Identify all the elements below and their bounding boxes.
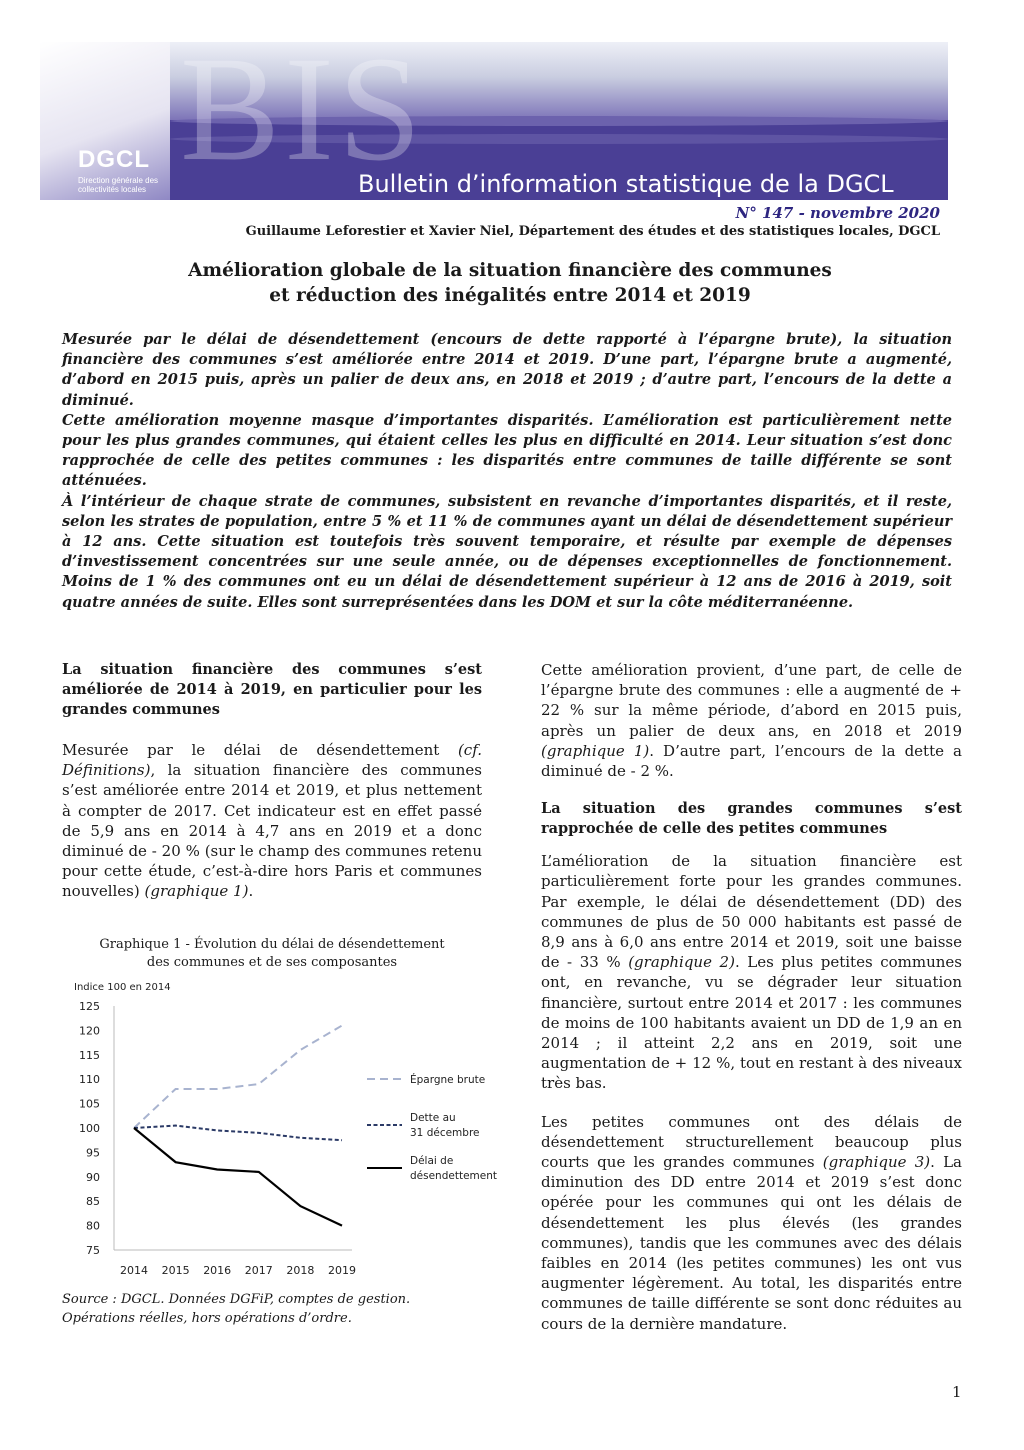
y-tick-label: 120 xyxy=(79,1024,100,1038)
legend-label: Épargne brute xyxy=(410,1074,486,1086)
cross-reference: (cf. Définitions) xyxy=(62,741,482,780)
cross-reference: (graphique 1) xyxy=(144,882,249,901)
y-tick-label: 125 xyxy=(79,1000,100,1013)
section-heading: La situation financière des communes s’est améliorée de 2014 à 2019, en particulier pour les grandes communes xyxy=(62,661,482,718)
abstract xyxy=(62,330,952,613)
body-paragraph xyxy=(62,740,482,902)
y-axis-label: Indice 100 en 2014 xyxy=(74,982,171,993)
header-banner xyxy=(40,42,948,200)
line-chart xyxy=(62,978,512,1288)
cross-reference: (graphique 3) xyxy=(822,1153,931,1172)
text-run: , la situation financière des communes s’est améliorée entre 2014 et 2019, et plus nettement à compter de 2017. Cet indicateur est en effet passé de 5,9 ans en 2014 à 4,7 ans en 2019 et a donc diminué de - 20 % (sur le champ des communes retenu pour cette étude, c’est-à-dire hors Paris et communes nouvelles) xyxy=(62,761,482,901)
text-run: . Les plus petites communes ont, en revanche, vu se dégrader leur situation financière, surtout entre 2014 et 2017 : les communes de moins de 100 habitants avaient un DD de 1,9 an en 2014 ; il atteint 2,2 ans en 2019, soit une augmentation de + 12 %, tout en restant à des niveaux très bas. xyxy=(541,953,962,1093)
x-tick-label: 2017 xyxy=(244,1264,273,1277)
body-paragraph xyxy=(541,1112,962,1334)
section-heading: La situation des grandes communes s’est rapprochée de celle des petites communes xyxy=(541,800,962,838)
x-tick-label: 2019 xyxy=(328,1264,356,1277)
chart-title-line: des communes et de ses composantes xyxy=(146,955,398,970)
series-line xyxy=(134,1128,342,1226)
legend-label: Délai de désendettement xyxy=(410,1155,497,1182)
y-tick-label: 95 xyxy=(86,1146,100,1160)
body-paragraph xyxy=(541,851,962,1093)
bulletin-title: Bulletin d’information statistique de la DGCL xyxy=(358,170,894,198)
y-tick-label: 75 xyxy=(86,1244,100,1257)
abstract-paragraph: À l’intérieur de chaque strate de communes, subsistent en revanche d’importantes disparités, et il reste, selon les strates de population, entre 5 % et 11 % de communes ayant un délai de désendettement supérieur à 12 ans. Cette situation est toutefois très souvent temporaire, et résulte par exemple de dépenses d’investissement concentrées sur une seule année, ou de dépenses exceptionnelles de fonctionnement. Moins de 1 % des communes ont eu un délai de désendettement supérieur à 12 ans de 2016 à 2019, soit quatre années de suite. Elles sont surreprésentées dans les DOM et sur la côte méditerranéenne. xyxy=(62,492,952,611)
x-tick-label: 2014 xyxy=(120,1264,148,1277)
authors-line: Guillaume Leforestier et Xavier Niel, Département des études et des statistiques locales, DGCL xyxy=(245,224,940,239)
agency-full-name: Direction générale des collectivités locales xyxy=(78,176,159,194)
title-line-2: et réduction des inégalités entre 2014 et 2019 xyxy=(269,285,751,306)
abstract-paragraph: Mesurée par le délai de désendettement (encours de dette rapporté à l’épargne brute), la situation financière des communes s’est améliorée entre 2014 et 2019. D’une part, l’épargne brute a augmenté, d’abord en 2015 puis, après un palier de deux ans, en 2018 et 2019 ; d’autre part, l’encours de la dette a diminué. xyxy=(62,331,952,409)
page-title xyxy=(60,258,960,308)
source-note: Source : DGCL. Données DGFiP, comptes de gestion. Opérations réelles, hors opérations d’ordre. xyxy=(62,1292,411,1326)
text-run: . xyxy=(248,882,254,901)
legend-label: Dette au 31 décembre xyxy=(410,1112,480,1139)
x-tick-label: 2018 xyxy=(286,1264,315,1277)
text-run: . La diminution des DD entre 2014 et 2019 s’est donc opérée pour les communes qui ont les délais de désendettement les plus élevés (les grandes communes), tandis que les communes avec des délais faibles en 2014 (les petites communes) les ont vus augmenter légèrement. Au total, les disparités entre communes de taille différente se sont donc réduites au cours de la dernière mandature. xyxy=(541,1153,963,1333)
issue-number: N° 147 - novembre 2020 xyxy=(735,204,940,222)
y-tick-label: 80 xyxy=(86,1219,100,1233)
cross-reference: (graphique 2) xyxy=(628,953,735,972)
left-column xyxy=(62,660,482,902)
cross-reference: (graphique 1) xyxy=(541,741,650,760)
series-line xyxy=(134,1126,342,1141)
x-tick-label: 2015 xyxy=(161,1264,190,1277)
x-tick-label: 2016 xyxy=(203,1264,232,1277)
y-tick-label: 85 xyxy=(86,1195,100,1209)
text-run: Cette amélioration provient, d’une part, de celle de l’épargne brute des communes : elle a augmenté de + 22 % sur la même période, d’abord en 2015 puis, après un palier de deux ans, en 2018 et 2019 xyxy=(541,661,962,740)
right-column xyxy=(541,660,962,1334)
y-tick-label: 115 xyxy=(79,1048,100,1062)
bis-logo: BIS xyxy=(180,42,426,192)
y-tick-label: 100 xyxy=(79,1122,100,1135)
series-line xyxy=(134,1026,342,1128)
chart-title xyxy=(62,936,482,972)
y-tick-label: 110 xyxy=(79,1073,100,1087)
y-tick-label: 105 xyxy=(79,1097,100,1111)
chart-series xyxy=(134,1026,342,1226)
body-paragraph xyxy=(541,660,962,781)
page-number: 1 xyxy=(952,1383,962,1401)
agency-logo: DGCL xyxy=(78,146,150,173)
text-run: Les petites communes ont des délais de désendettement structurellement beaucoup plus courts que les grandes communes xyxy=(541,1112,962,1172)
y-tick-label: 90 xyxy=(86,1170,100,1184)
title-line-1: Amélioration globale de la situation financière des communes xyxy=(188,260,832,281)
chart-legend xyxy=(367,1073,497,1182)
text-run: Mesurée par le délai de désendettement xyxy=(62,741,458,759)
chart-title-line: Graphique 1 - Évolution du délai de désendettement xyxy=(99,937,445,952)
abstract-paragraph: Cette amélioration moyenne masque d’importantes disparités. L’amélioration est particulièrement nette pour les plus grandes communes, qui étaient celles les plus en difficulté en 2014. Leur situation s’est donc rapprochée de celle des petites communes : les disparités entre communes de taille différente se sont atténuées. xyxy=(62,411,952,490)
text-run: . D’autre part, l’encours de la dette a diminué de - 2 %. xyxy=(541,741,962,781)
text-run: L’amélioration de la situation financière est particulièrement forte pour les grandes communes. Par exemple, le délai de désendettement (DD) des communes de plus de 50 000 habitants est passé de 8,9 ans à 6,0 ans entre 2014 et 2019, soit une baisse de - 33 % xyxy=(541,852,962,972)
